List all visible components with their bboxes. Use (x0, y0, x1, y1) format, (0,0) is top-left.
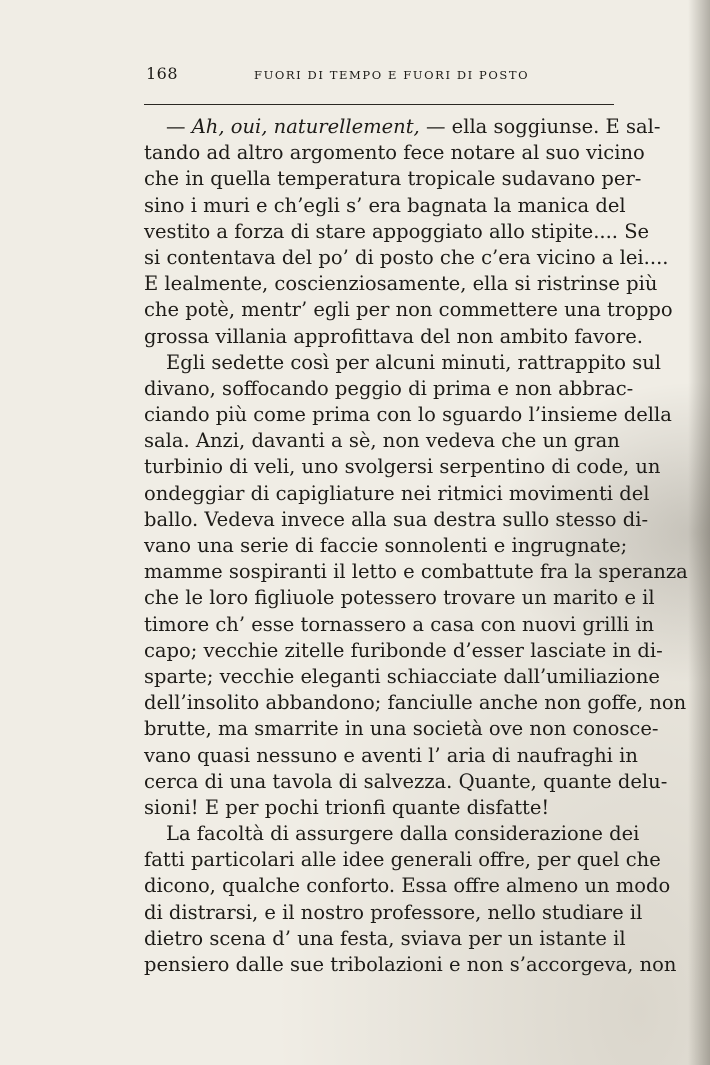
text-line (144, 114, 661, 140)
text-line: cerca di una tavola di salvezza. Quante, quante delu- (144, 769, 668, 793)
text-line: che potè, mentr’ egli per non commettere una troppo (144, 298, 673, 322)
text-line: sparte; vecchie eleganti schiacciate dall’umiliazione (144, 664, 660, 688)
text-line: pensiero dalle sue tribolazioni e non s’accorgeva, non (144, 953, 677, 976)
text-line: Egli sedette così per alcuni minuti, rattrappito sul (166, 350, 662, 374)
italic-phrase: Ah, oui, naturellement, (191, 115, 420, 138)
text-line: turbinio di veli, uno svolgersi serpentino di code, un (144, 455, 661, 479)
text-line: dell’insolito abbandono; fanciulle anche non goffe, non (144, 691, 687, 715)
page-edge-shadow (688, 0, 710, 1065)
text-line: si contentava del po’ di posto che c’era vicino a lei.... (144, 245, 669, 269)
page-header (146, 64, 616, 88)
text-line: fatti particolari alle idee generali offre, per quel che (144, 848, 661, 872)
text-line: vano una serie di faccie sonnolenti e ingrugnate; (144, 534, 628, 557)
body-text (144, 114, 688, 978)
text-line: sino i muri e ch’egli s’ era bagnata la manica del (144, 193, 626, 217)
text-line: timore ch’ esse tornassero a casa con nuovi grilli in (144, 612, 655, 636)
text-line: mamme sospiranti il letto e combattute fra la speranza (144, 560, 688, 584)
running-title: FUORI DI TEMPO E FUORI DI POSTO (254, 68, 530, 82)
page-number: 168 (146, 64, 179, 83)
text-line: di distrarsi, e il nostro professore, nello studiare il (144, 900, 643, 924)
text-line: divano, soffocando peggio di prima e non abbrac- (144, 376, 634, 400)
text-line: capo; vecchie zitelle furibonde d’esser lasciate in di- (144, 638, 663, 662)
text-line: che in quella temperatura tropicale sudavano per- (144, 167, 642, 191)
text-line: vano quasi nessuno e aventi l’ aria di naufraghi in (144, 743, 638, 767)
header-rule (144, 104, 614, 105)
line-text: — ella soggiunse. E sal- (419, 115, 661, 138)
text-line: ballo. Vedeva invece alla sua destra sullo stesso di- (144, 507, 649, 531)
text-line: ondeggiar di capigliature nei ritmici movimenti del (144, 481, 650, 505)
text-line: dietro scena d’ una festa, sviava per un istante il (144, 926, 626, 950)
text-line: dicono, qualche conforto. Essa offre almeno un modo (144, 874, 671, 898)
text-line: che le loro figliuole potessero trovare un marito e il (144, 586, 655, 610)
text-line: sioni! E per pochi trionfi quante disfatte! (144, 795, 550, 819)
text-line: sala. Anzi, davanti a sè, non vedeva che un gran (144, 429, 620, 453)
dash: — (166, 115, 192, 138)
text-line: La facoltà di assurgere dalla considerazione dei (166, 822, 640, 846)
text-line: E lealmente, coscienziosamente, ella si ristrinse più (144, 272, 658, 296)
text-line: tando ad altro argomento fece notare al suo vicino (144, 141, 645, 165)
text-line: brutte, ma smarrite in una società ove non conosce- (144, 717, 659, 741)
text-line: ciando più come prima con lo sguardo l’insieme della (144, 403, 672, 427)
text-line: vestito a forza di stare appoggiato allo stipite.... Se (144, 219, 650, 243)
text-line: grossa villania approfittava del non ambito favore. (144, 324, 643, 348)
